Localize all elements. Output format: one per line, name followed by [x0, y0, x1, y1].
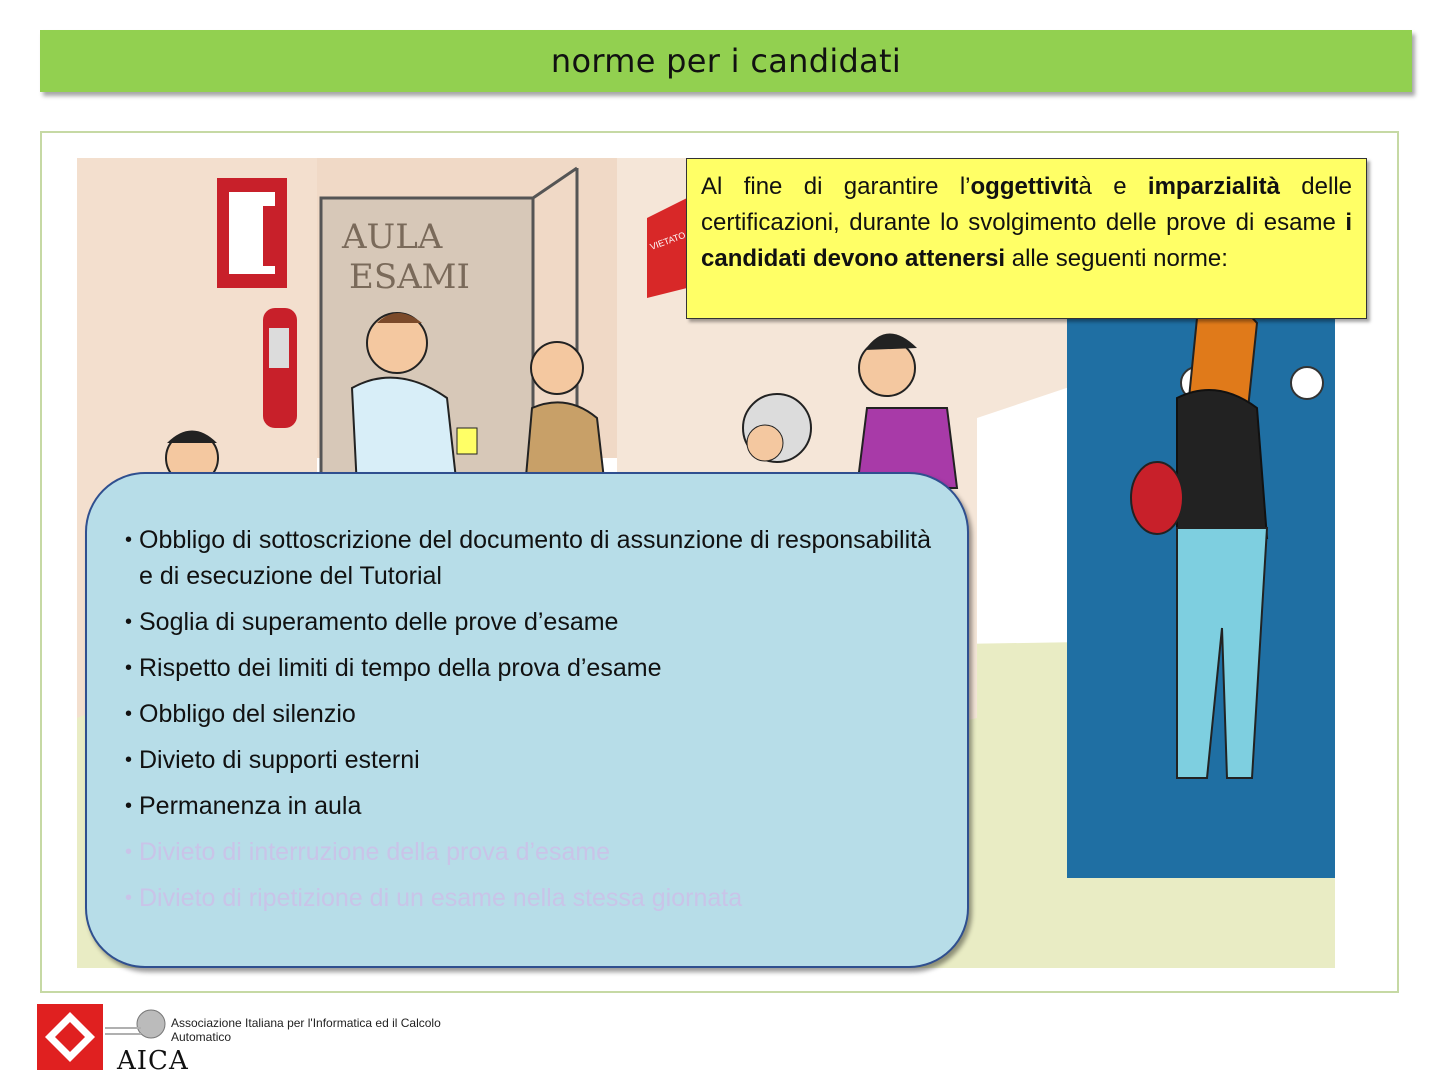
rules-panel: [85, 472, 969, 968]
extinguisher-label: [269, 328, 289, 368]
logo-globe: [137, 1010, 165, 1038]
rule-item: • Obbligo del silenzio: [125, 696, 931, 732]
rule-item: • Rispetto dei limiti di tempo della prova d’esame: [125, 650, 931, 686]
brand-name: AICA: [117, 1046, 189, 1076]
rule-item: • Soglia di superamento delle prove d’esame: [125, 604, 931, 640]
title-bar: [40, 30, 1412, 92]
rule-item: • Permanenza in aula: [125, 788, 931, 824]
intro-emphasis: oggettivit: [970, 173, 1079, 200]
association-name: Associazione Italiana per l'Informatica ed il Calcolo Automatico: [171, 1016, 441, 1044]
rule-item: • Obbligo di sottoscrizione del documento di assunzione di responsabilità e di esecuzione del Tutorial: [125, 522, 931, 594]
door-sign-line2: ESAMI: [349, 257, 470, 297]
intro-emphasis: imparzialità: [1147, 173, 1280, 200]
intro-text: Al fine di garantire l’: [701, 173, 971, 200]
woman-bag: [1131, 462, 1183, 534]
person-head: [531, 342, 583, 394]
aica-logo: [33, 998, 493, 1074]
intro-emphasis: i candidati devono attenersi: [701, 209, 1352, 272]
no-smoking-text: VIETATO: [648, 229, 687, 252]
intro-text: alle seguenti norme:: [1005, 245, 1228, 272]
woman-jacket: [1177, 390, 1267, 538]
extinguisher-pictogram: [263, 206, 275, 266]
rule-item-faded: • Divieto di ripetizione di un esame nella stessa giornata: [125, 880, 931, 916]
rule-item-faded: • Divieto di interruzione della prova d’esame: [125, 834, 931, 870]
intro-text: delle certificazioni, durante lo svolgimento delle prove di esame: [701, 173, 1353, 236]
intro-text: à e: [1078, 173, 1148, 200]
door-sign-line1: AULA: [342, 217, 443, 257]
page-title: norme per i candidati: [550, 42, 902, 80]
rules-list: [125, 522, 931, 926]
intro-callout: [686, 158, 1367, 319]
rule-item: • Divieto di supporti esterni: [125, 742, 931, 778]
